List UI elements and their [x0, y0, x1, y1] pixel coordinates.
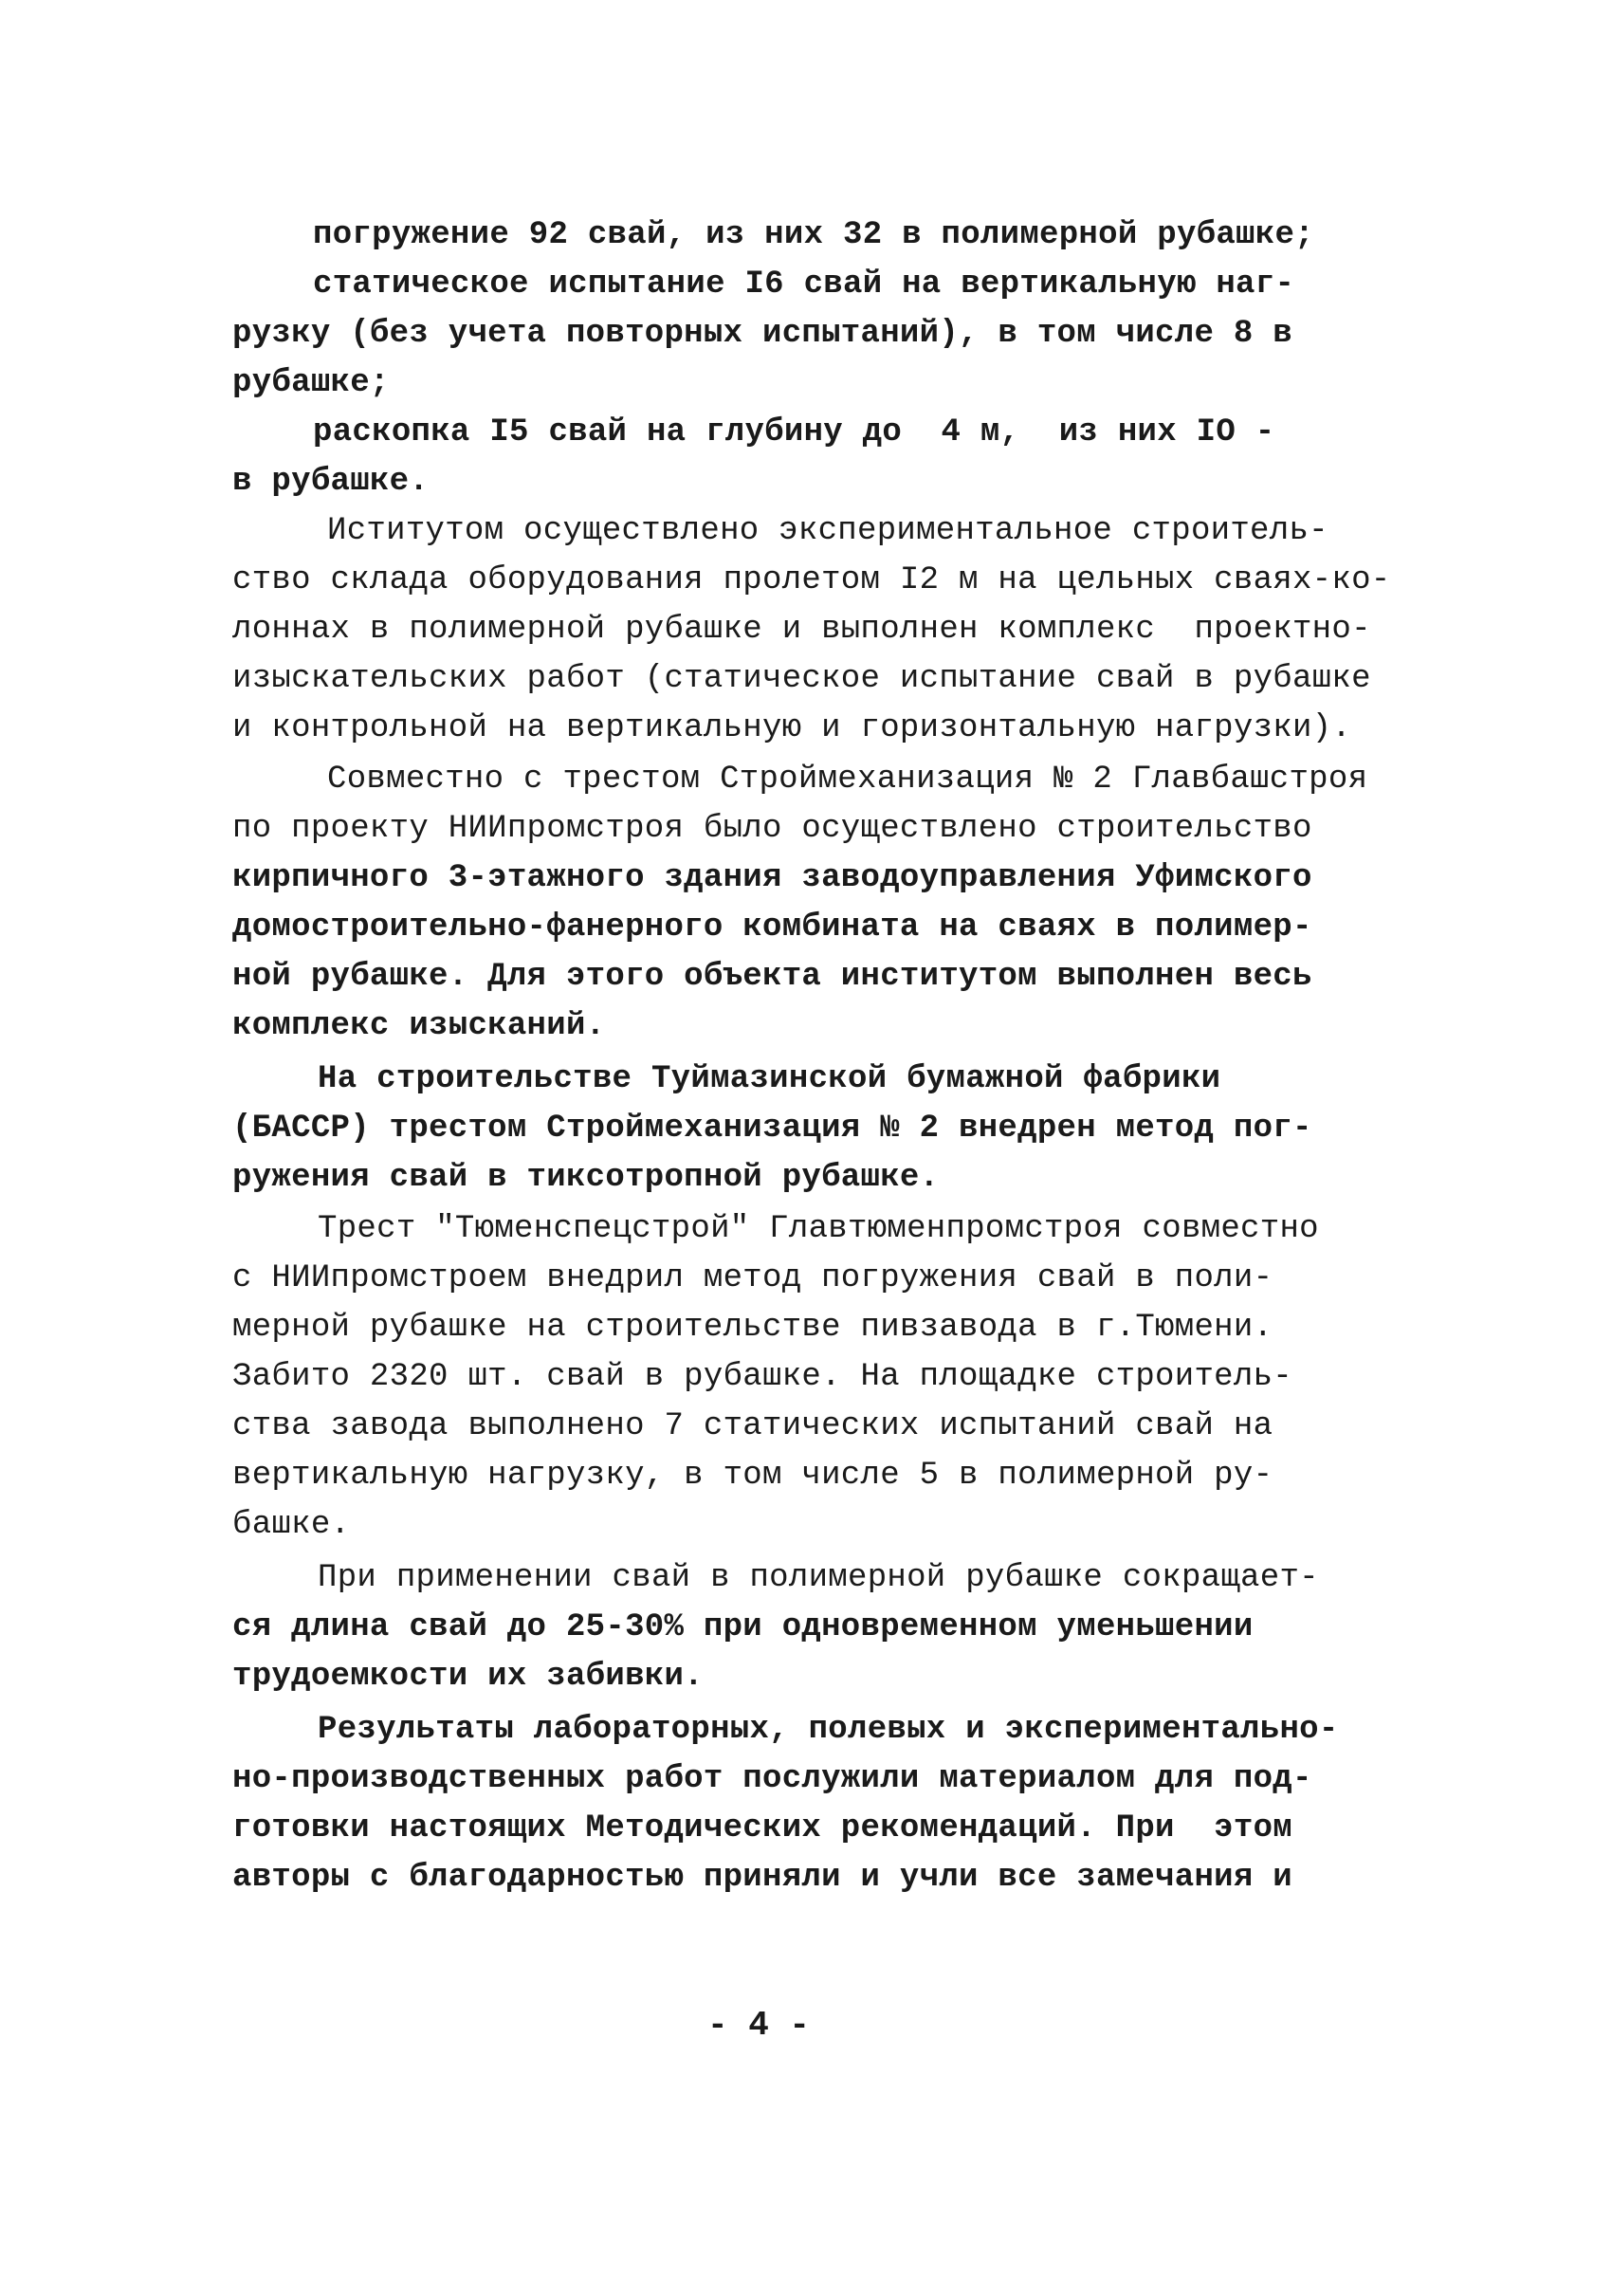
text-line: комплекс изысканий. — [232, 1008, 606, 1044]
text-line: с НИИпромстроем внедрил метод погружения свай в поли- — [232, 1260, 1273, 1296]
text-line: изыскательских работ (статическое испытание свай в рубашке — [232, 661, 1371, 697]
text-line: мерной рубашке на строительстве пивзавода в г.Тюмени. — [232, 1310, 1273, 1346]
text-line: Иститутом осуществлено экспериментальное строитель- — [327, 513, 1328, 549]
text-line: ства завода выполнено 7 статических испытаний свай на — [232, 1408, 1273, 1444]
text-line: но-производственных работ послужили материалом для под- — [232, 1761, 1312, 1797]
text-line: домостроительно-фанерного комбината на сваях в полимер- — [232, 909, 1312, 946]
text-line: При применении свай в полимерной рубашке сокращает- — [318, 1560, 1319, 1596]
text-line: погружение 92 свай, из них 32 в полимерной рубашке; — [313, 217, 1314, 253]
text-line: рубашке; — [232, 365, 390, 401]
text-line: вертикальную нагрузку, в том числе 5 в полимерной ру- — [232, 1458, 1273, 1494]
text-line: авторы с благодарностью приняли и учли все замечания и — [232, 1860, 1292, 1896]
text-line: в рубашке. — [232, 464, 430, 500]
text-line: На строительстве Туймазинской бумажной фабрики — [318, 1061, 1221, 1097]
text-line: по проекту НИИпромстроя было осуществлено строительство — [232, 811, 1312, 847]
text-line: ружения свай в тиксотропной рубашке. — [232, 1160, 940, 1196]
text-line: башке. — [232, 1507, 351, 1543]
text-line: (БАССР) трестом Строймеханизация № 2 внедрен метод пог- — [232, 1111, 1312, 1147]
text-line: ной рубашке. Для этого объекта институтом выполнен весь — [232, 959, 1312, 995]
text-line: статическое испытание I6 свай на вертикальную наг- — [313, 266, 1295, 303]
text-line: ство склада оборудования пролетом I2 м на цельных сваях-ко- — [232, 562, 1391, 598]
text-line: лоннах в полимерной рубашке и выполнен комплекс проектно- — [232, 612, 1371, 648]
page-number: - 4 - — [706, 2006, 811, 2045]
text-line: рузку (без учета повторных испытаний), в том числе 8 в — [232, 316, 1292, 352]
text-line: Трест "Тюменспецстрой" Главтюменпромстроя совместно — [318, 1211, 1319, 1247]
text-line: и контрольной на вертикальную и горизонтальную нагрузки). — [232, 710, 1352, 746]
text-line: ся длина свай до 25-30% при одновременном уменьшении — [232, 1609, 1254, 1645]
text-line: кирпичного 3-этажного здания заводоуправления Уфимского — [232, 860, 1312, 896]
text-line: Совместно с трестом Строймеханизация № 2 Главбашстроя — [327, 762, 1368, 798]
text-line: раскопка I5 свай на глубину до 4 м, из них IO - — [313, 414, 1275, 450]
text-line: Забито 2320 шт. свай в рубашке. На площадке строитель- — [232, 1359, 1292, 1395]
text-line: готовки настоящих Методических рекомендаций. При этом — [232, 1810, 1292, 1846]
text-line: трудоемкости их забивки. — [232, 1659, 704, 1695]
text-line: Результаты лабораторных, полевых и экспериментально- — [318, 1712, 1339, 1748]
